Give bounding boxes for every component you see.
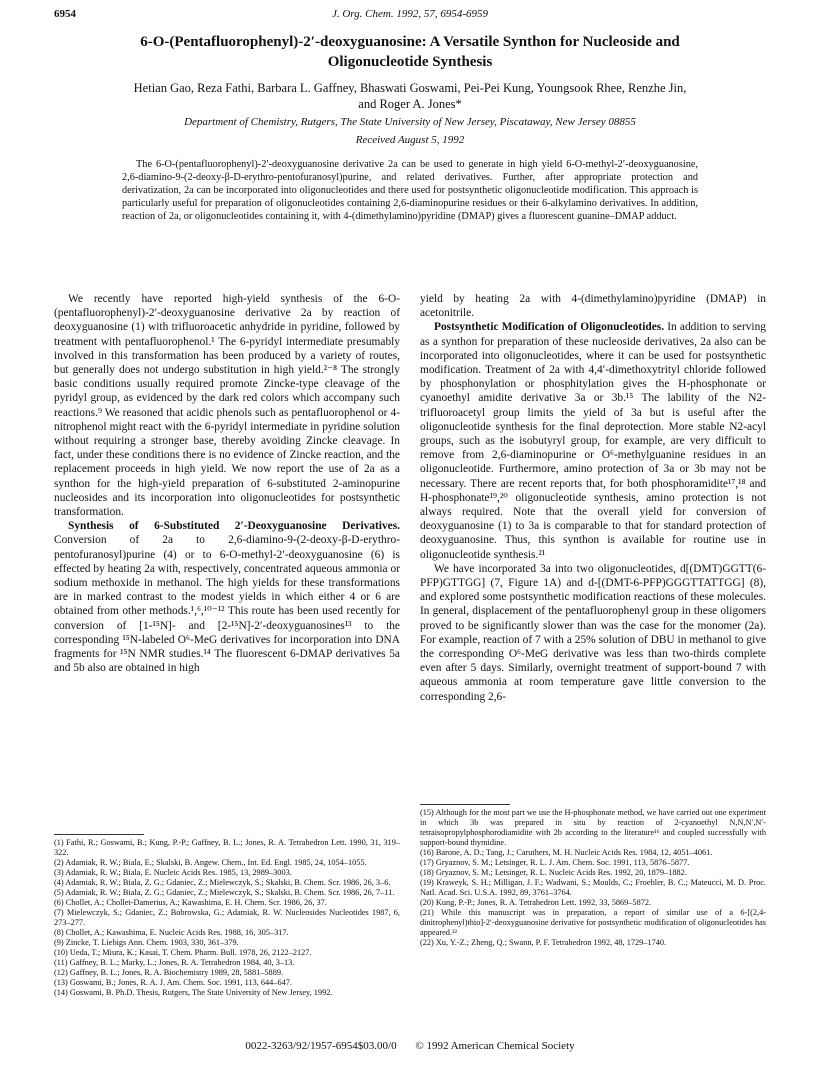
affiliation: Department of Chemistry, Rutgers, The State University of New Jersey, Piscataway, New Jersey 08855 [184,116,636,128]
synthesis-text: Conversion of 2a to 2,6-diamino-9-(2-deoxy-β-D-erythro-pentofuranosyl)purine (4) or to 6-O-methyl-2′-deoxyguanosine (6) is effected by heating 2a with, respectively, concentrated aqueous ammonia or sodium methoxide in methanol. The high yields for these transformations are in marked contrast to the modest yields in which either 4 or 6 are obtained from other methods.¹,⁶,¹⁰⁻¹² This route has been used recently for conversion of [1-¹⁵N]- and [2-¹⁵N]-2′-deoxyguanosines¹³ to the corresponding ¹⁵N-labeled O⁶-MeG derivatives for incorporation into DNA fragments for ¹⁵N NMR studies.¹⁴ The fluorescent 6-DMAP derivatives 5a and 5b also are obtained in high [54,534,400,675]
footnote-divider-left [54,834,144,835]
author-list: Hetian Gao, Reza Fathi, Barbara L. Gaffney, Bhaswati Goswami, Pei-Pei Kung, Youngsook Rhee, Renzhe Jin, and Roger A. Jones* [133,81,687,111]
footnote: (7) Mielewczyk, S.; Gdaniec, Z.; Bobrowska, G.; Adamiak, R. W. Nucleosides Nucleotides 1987, 6, 273–277. [54,908,400,927]
body-paragraph-incorporation: We have incorporated 3a into two oligonucleotides, d[(DMT)GGTT(6-PFP)GTTGG] (7, Figure 1A) and d-[(DMT-6-PFP)GGGTTATTGG] (8), and explored some postsynthetic modification reactions of these molecules. In general, displacement of the pentafluorophenyl group in these oligomers proved to be significantly slower than was the case for the monomer (2a). For example, reaction of 7 with a 25% solution of DBU in methanol to give the corresponding O⁶-MeG derivative was less than two-thirds complete even after 5 days. Similarly, overnight treatment of support-bound 7 with aqueous ammonia at room temperature gave little conversion to the corresponding 2,6- [420,562,766,703]
footnote-divider-right [420,804,510,805]
footnote: (9) Zincke, T. Liebigs Ann. Chem. 1903, 330, 361–379. [54,938,239,947]
footnote: (6) Chollet, A.; Chollet-Damerius, A.; Kawashima, E. H. Chem. Scr. 1986, 26, 37. [54,898,327,907]
footnote: (21) While this manuscript was in preparation, a report of similar use of a 6-[(2,4-dinitrophenyl)thio]-2′-deoxyguanosine derivative for postsynthetic modification of oligonucleotides has appeared.²² [420,908,766,937]
running-header [54,8,766,24]
footnote: (5) Adamiak, R. W.; Biala, Z. G.; Gdaniec, Z.; Mielewczyk, S.; Skalski, B. Chem. Scr. 1986, 26, 7–11. [54,888,395,897]
abstract: The 6-O-(pentafluorophenyl)-2′-deoxyguanosine derivative 2a can be used to generate in high yield 6-O-methyl-2′-deoxyguanosine, 2,6-diamino-9-(2-deoxy-β-D-erythro-pentofuranosyl)purine, and related derivatives. Further, after appropriate protection and derivatization, 2a can be incorporated into oligonucleotides and there used for postsynthetic oligonucleotide modification. This approach is particularly useful for preparation of oligonucleotides containing 2,6-diaminopurine residues or their 6-alkylamino derivatives. In addition, reaction of 2a, or oligonucleotides containing it, with 4-(dimethylamino)pyridine (DMAP) gives a fluorescent guanine–DMAP adduct. [122,159,698,222]
body-paragraph-intro: We recently have reported high-yield synthesis of the 6-O-(pentafluorophenyl)-2′-deoxyguanosine derivative 2a by reaction of deoxyguanosine (1) with trifluoroacetic anhydride in pyridine, followed by treatment with pentafluorophenol.¹ The 6-pyridyl intermediate presumably involved in this transformation has been produced by a variety of routes, but generally does not undergo substitution in high yield.²⁻⁸ The strongly basic conditions usually required promote Zincke-type cleavage of the pyridyl group, as evidenced by the dark red colors which accompany such reactions.⁹ We reasoned that acidic phenols such as pentafluorophenol or 4-nitrophenol might react with the 6-pyridyl intermediate in pyridine solution without requiring a stronger base, thereby avoiding Zincke cleavage. In fact, under these conditions there is no evidence of Zincke reaction, and the replacement proceeds in high yield. We now report the use of 2a as a synthon for the high-yield preparation of 6-substituted 2-aminopurine nucleosides and its incorporation into oligonucleotides for postsynthetic transformation. [54,293,400,519]
section-head-postsynthetic: Postsynthetic Modification of Oligonucleotides. [434,321,665,334]
footnotes-right [420,808,766,948]
footnote: (13) Goswami, B.; Jones, R. A. J. Am. Chem. Soc. 1991, 113, 644–647. [54,978,293,987]
footnote: (11) Gaffney, B. L.; Marky, L.; Jones, R. A. Tetrahedron 1984, 40, 3–13. [54,958,295,967]
footnote: (18) Gryaznov, S. M.; Letsinger, R. L. Nucleic Acids Res. 1992, 20, 1879–1882. [420,868,687,877]
page-number: 6954 [54,8,76,20]
footnote: (22) Xu, Y.-Z.; Zheng, Q.; Swann, P. F. Tetrahedron 1992, 48, 1729–1740. [420,938,667,947]
page-footer [0,1040,820,1052]
footnotes-left [54,838,400,998]
footnote: (15) Although for the most part we use the H-phosphonate method, we have carried out one experiment in which 3b was prepared in situ by reaction of 2-cyanoethyl N,N,N′,N′-tetraisopropylphosphorodiamidite with 2b according to the literature¹⁶ and coupled successfully with support-bound thymidine. [420,808,766,847]
footnote: (20) Kung, P.-P.; Jones, R. A. Tetrahedron Lett. 1992, 33, 5869–5872. [420,898,652,907]
article-title: 6-O-(Pentafluorophenyl)-2′-deoxyguanosine: A Versatile Synthon for Nucleoside and Oligonucleotide Synthesis [140,34,680,70]
footnote: (2) Adamiak, R. W.; Biala, E.; Skalski, B. Angew. Chem., Int. Ed. Engl. 1985, 24, 1054–1055. [54,858,367,867]
footnote: (4) Adamiak, R. W.; Biala, Z. G.; Gdaniec, Z.; Mielewczyk, S.; Skalski, B. Chem. Scr. 1986, 26, 3–6. [54,878,391,887]
footnote: (10) Ueda, T.; Miura, K.; Kasai, T. Chem. Pharm. Bull. 1978, 26, 2122–2127. [54,948,312,957]
received-date: Received August 5, 1992 [355,134,465,146]
section-head-synthesis: Synthesis of 6-Substituted 2′-Deoxyguanosine Derivatives. [68,520,400,533]
footnote: (17) Gryaznov, S. M.; Letsinger, R. L. J. Am. Chem. Soc. 1991, 113, 5876–5877. [420,858,690,867]
left-column [54,292,400,675]
postsynthetic-text: In addition to serving as a synthon for preparation of these nucleoside derivatives, 2a also can be incorporated into oligonucleotides, where it can be used for postsynthetic modification. Treatment of 2a with 4,4′-dimethoxytrityl chloride followed by phosphonylation or phosphitylation gives the H-phosphonate or cyanoethyl amidite derivative 3a or 3b.¹⁵ The lability of the N2-trifluoroacetyl group limits the yield of 3a but is useful after the oligonucleotide synthesis for the final deprotection. More stable N2-acyl groups, such as the isobutyryl group, for example, are very difficult to remove from 2,6-diaminopurine or O⁶-methylguanine residues in an oligonucleotide. Furthermore, amino protection of 3a or 3b may not be necessary. There are recent reports that, for both phosphoramidite¹⁷,¹⁸ and H-phosphonate¹⁹,²⁰ oligonucleotide synthesis, amino protection is not always required. Note that the overall yield for conversion of deoxyguanosine (1) to 3a is comparable to that for standard protection of deoxyguanosine. Thus, this synthon is available for routine use in oligonucleotide synthesis.²¹ [420,321,766,561]
body-paragraph-postsynthetic [420,320,766,561]
issn-code: 0022-3263/92/1957-6954$03.00/0 [245,1040,397,1052]
copyright-notice: © 1992 American Chemical Society [415,1040,575,1052]
footnote: (14) Goswami, B. Ph.D. Thesis, Rutgers, The State University of New Jersey, 1992. [54,988,333,997]
footnote: (19) Kraweyk, S. H.; Milligan, J. F.; Wadwani, S.; Moulds, C.; Froehler, B. C.; Mateucci, M. D. Proc. Natl. Acad. Sci. U.S.A. 1992, 89, 3761–3764. [420,878,766,897]
footnote: (8) Chollet, A.; Kawashima, E. Nucleic Acids Res. 1988, 16, 305–317. [54,928,289,937]
right-column [420,292,766,704]
body-paragraph-continued: yield by heating 2a with 4-(dimethylamino)pyridine (DMAP) in acetonitrile. [420,293,766,320]
footnote: (3) Adamiak, R. W.; Biala, E. Nucleic Acids Res. 1985, 13, 2989–3003. [54,868,292,877]
body-paragraph-synthesis [54,519,400,675]
journal-citation: J. Org. Chem. 1992, 57, 6954-6959 [331,8,489,20]
footnote: (12) Gaffney, B. L.; Jones, R. A. Biochemistry 1989, 28, 5881–5889. [54,968,284,977]
footnote: (16) Barone, A. D.; Tang, J.; Caruthers, M. H. Nucleic Acids Res. 1984, 12, 4051–4061. [420,848,713,857]
footnote: (1) Fathi, R.; Goswami, B.; Kung, P.-P.; Gaffney, B. L.; Jones, R. A. Tetrahedron Lett. 1990, 31, 319–322. [54,838,400,857]
